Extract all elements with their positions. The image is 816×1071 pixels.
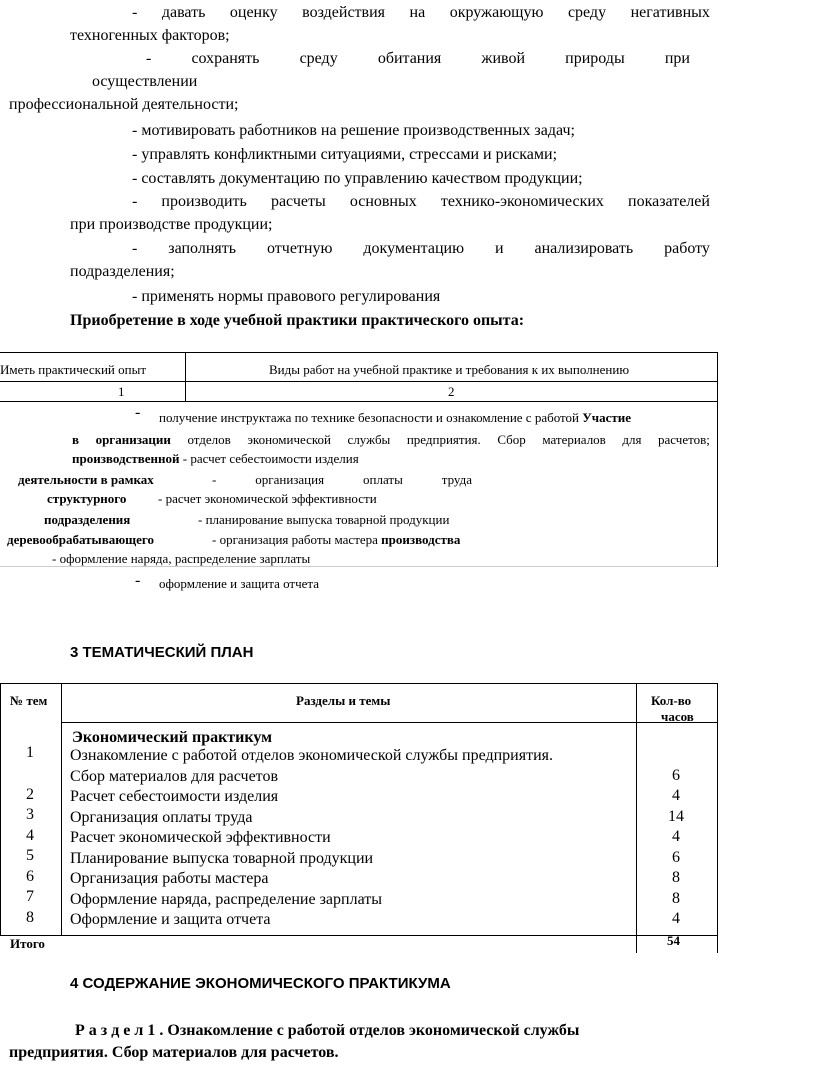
topic-number: 7 bbox=[26, 888, 34, 905]
row-line5-left: структурного bbox=[47, 491, 127, 506]
word: обитания bbox=[377, 50, 442, 67]
topic-name: Оформление и защита отчета bbox=[70, 911, 271, 928]
word: производить bbox=[161, 193, 247, 210]
word: давать bbox=[161, 4, 206, 21]
topic-name: Организация работы мастера bbox=[70, 870, 269, 887]
bullet-motivate: - мотивировать работников на решение производственных задач; bbox=[132, 122, 575, 139]
word: службы bbox=[347, 432, 391, 447]
word: среду bbox=[567, 4, 607, 21]
row-line6-right: - планирование выпуска товарной продукции bbox=[198, 512, 450, 527]
bullet-documentation: - составлять документацию по управлению качеством продукции; bbox=[132, 170, 583, 187]
word: воздействия bbox=[302, 4, 386, 21]
word: основных bbox=[349, 193, 417, 210]
row-line4-left: деятельности в рамках bbox=[18, 472, 154, 487]
col-hours-header-2: часов bbox=[661, 709, 694, 724]
word: документацию bbox=[363, 240, 465, 257]
topic-hours-value: 4 bbox=[672, 787, 680, 804]
plan-section-title: Экономический практикум bbox=[72, 729, 273, 746]
topic-hours-value: 8 bbox=[672, 890, 680, 907]
bullet-legal: - применять нормы правового регулирования bbox=[132, 288, 441, 305]
word: в bbox=[72, 432, 80, 447]
row-line9: оформление и защита отчета bbox=[159, 576, 320, 591]
word: при bbox=[664, 50, 690, 67]
bullet-report-line2: подразделения; bbox=[70, 263, 175, 280]
bullet-report-line1 bbox=[132, 240, 710, 258]
topic-number: 4 bbox=[26, 827, 34, 844]
practice-heading: Приобретение в ходе учебной практики практического опыта: bbox=[70, 312, 525, 329]
word: организации bbox=[95, 432, 171, 447]
word: Сбор bbox=[497, 432, 526, 447]
bullet-calculations-line1 bbox=[132, 193, 710, 211]
word: отделов bbox=[187, 432, 231, 447]
word: - bbox=[132, 240, 138, 257]
word: анализировать bbox=[534, 240, 634, 257]
col-experience-header: Иметь практический опыт bbox=[0, 362, 147, 377]
total-value: 54 bbox=[667, 933, 680, 948]
word: для bbox=[622, 432, 642, 447]
word: отчетную bbox=[267, 240, 333, 257]
bullet-conflicts: - управлять конфликтными ситуациями, стрессами и рисками; bbox=[132, 146, 558, 163]
col-num-header: № тем bbox=[10, 693, 48, 708]
topic-hours-value: 6 bbox=[672, 767, 680, 784]
word: предприятия. bbox=[406, 432, 481, 447]
razdel-line2: предприятия. Сбор материалов для расчетов. bbox=[9, 1044, 339, 1061]
razdel-line1: Р а з д е л 1 . Ознакомление с работой отделов экономической службы bbox=[75, 1022, 580, 1039]
topic-hours-value: 4 bbox=[672, 910, 680, 927]
word: расчетов; bbox=[658, 432, 710, 447]
section4-title: 4 СОДЕРЖАНИЕ ЭКОНОМИЧЕСКОГО ПРАКТИКУМА bbox=[70, 975, 451, 992]
word: живой bbox=[481, 50, 526, 67]
row-line7-right: - организация работы мастера производства bbox=[212, 532, 461, 547]
col-work-types-header: Виды работ на учебной практике и требования к их выполнению bbox=[269, 362, 630, 377]
topic-hours-value: 8 bbox=[672, 869, 680, 886]
topic-name: Организация оплаты труда bbox=[70, 809, 253, 826]
word: - bbox=[212, 472, 217, 487]
col1-number: 1 bbox=[118, 384, 125, 399]
topic-name: Оформление наряда, распределение зарплаты bbox=[70, 891, 382, 908]
topic-number: 1 bbox=[26, 744, 34, 761]
col2-number: 2 bbox=[448, 384, 455, 399]
topic-hours-value: 4 bbox=[672, 828, 680, 845]
col-topics-header: Разделы и темы bbox=[296, 693, 391, 708]
row-line3: производственной - расчет себестоимости изделия bbox=[72, 451, 359, 466]
row-line1: получение инструктажа по технике безопасности и ознакомление с работой Участие bbox=[159, 410, 632, 425]
row-line9-dash: - bbox=[135, 572, 141, 589]
bullet-preserve-line3: профессиональной деятельности; bbox=[9, 96, 239, 113]
topic-1a: Ознакомление с работой отделов экономической службы предприятия. bbox=[70, 747, 554, 764]
topic-name: Расчет экономической эффективности bbox=[70, 829, 331, 846]
topic-name: Расчет себестоимости изделия bbox=[70, 788, 279, 805]
topic-number: 5 bbox=[26, 847, 34, 864]
topic-number: 6 bbox=[26, 868, 34, 885]
word: среду bbox=[299, 50, 338, 67]
word: сохранять bbox=[191, 50, 260, 67]
word: технико-экономических bbox=[440, 193, 604, 210]
topic-name: Планирование выпуска товарной продукции bbox=[70, 850, 374, 867]
word: - bbox=[146, 50, 152, 67]
topic-1b: Сбор материалов для расчетов bbox=[70, 768, 278, 785]
row-line6-left: подразделения bbox=[44, 512, 131, 527]
word: окружающую bbox=[449, 4, 544, 21]
col-hours-header-1: Кол-во bbox=[651, 693, 692, 708]
word: оценку bbox=[229, 4, 278, 21]
row-line8: - оформление наряда, распределение зарплаты bbox=[52, 551, 311, 566]
word: природы bbox=[565, 50, 625, 67]
word: оплаты bbox=[363, 472, 403, 487]
word: экономической bbox=[247, 432, 331, 447]
section3-title: 3 ТЕМАТИЧЕСКИЙ ПЛАН bbox=[70, 644, 254, 661]
row-line2 bbox=[72, 432, 710, 448]
word: показателей bbox=[628, 193, 710, 210]
bullet-preserve-line1 bbox=[146, 50, 690, 68]
word: организация bbox=[255, 472, 325, 487]
row-line4-right bbox=[212, 472, 472, 488]
bullet-assess-line1 bbox=[132, 4, 710, 22]
word: материалов bbox=[542, 432, 606, 447]
topic-hours-value: 6 bbox=[672, 849, 680, 866]
total-label: Итого bbox=[10, 936, 45, 951]
bullet-assess-line2: техногенных факторов; bbox=[70, 27, 230, 44]
topic-number: 2 bbox=[26, 786, 34, 803]
topic-hours-value: 14 bbox=[668, 808, 684, 825]
word: - bbox=[132, 4, 138, 21]
word: заполнять bbox=[168, 240, 237, 257]
topic-number: 8 bbox=[26, 909, 34, 926]
word: на bbox=[409, 4, 426, 21]
bullet-preserve-line2: осуществлении bbox=[92, 73, 198, 90]
word: и bbox=[494, 240, 504, 257]
row-line5-right: - расчет экономической эффективности bbox=[158, 491, 377, 506]
word: расчеты bbox=[270, 193, 326, 210]
row-line7-left: деревообрабатывающего bbox=[7, 532, 154, 547]
bullet-calculations-line2: при производстве продукции; bbox=[70, 216, 273, 233]
topic-number: 3 bbox=[26, 806, 34, 823]
word: - bbox=[132, 193, 138, 210]
word: труда bbox=[441, 472, 472, 487]
row-dash: - bbox=[135, 404, 141, 421]
word: негативных bbox=[630, 4, 710, 21]
word: работу bbox=[664, 240, 710, 257]
